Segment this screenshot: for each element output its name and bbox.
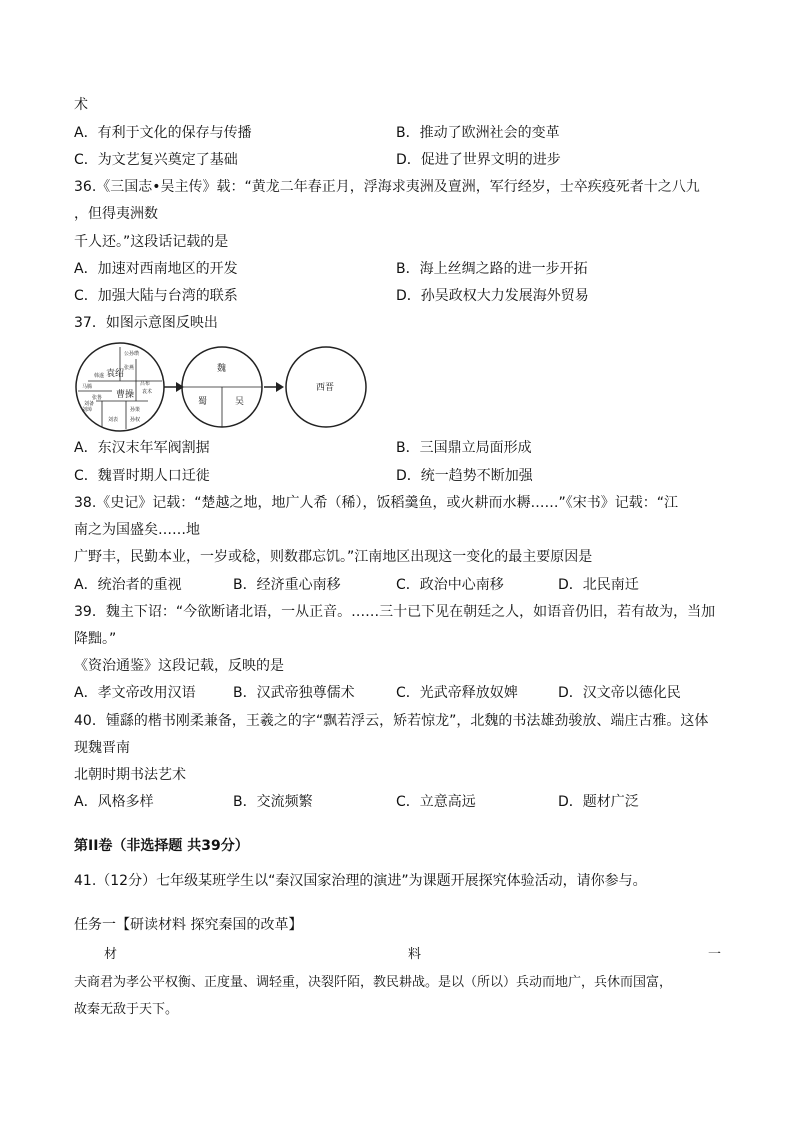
- warlord-label: 吕布: [140, 381, 151, 387]
- q39-stem-2: 降黜。”: [74, 631, 117, 647]
- q36-stem-1: 36.《三国志•吴主传》载：“黄龙二年春正月，浮海求夷洲及亶洲，军行经岁，士卒疾疫死者十之八九: [74, 179, 700, 195]
- q40-stem-2: 现魏晋南: [74, 740, 130, 756]
- q38-stem-3: 广野丰，民勤本业，一岁或稔，则数郡忘饥。”江南地区出现这一变化的最主要原因是: [74, 549, 593, 565]
- warlords-circle: [76, 343, 164, 431]
- western-jin-circle: [286, 347, 366, 427]
- q39-option-c: C．光武帝释放奴婢: [396, 685, 518, 701]
- warlord-label: 袁术: [142, 389, 153, 395]
- western-jin-label: 西晋: [316, 383, 335, 393]
- q36-option-c: C．加强大陆与台湾的联系: [74, 288, 238, 304]
- warlord-label: 张燕: [124, 365, 135, 371]
- q38-option-d: D．北民南迁: [558, 577, 639, 593]
- warlord-label: 公孙瓒: [124, 351, 140, 357]
- q41-stem: 41.（12分）七年级某班学生以“秦汉国家治理的演进”为课题开展探究体验活动，请你参与。: [74, 873, 647, 889]
- line-l0: 术: [74, 97, 88, 113]
- q36-option-d: D．孙吴政权大力发展海外贸易: [396, 288, 589, 304]
- q38-option-b: B．经济重心南移: [233, 577, 341, 593]
- q40-option-c: C．立意高远: [396, 794, 476, 810]
- arrow-right-icon: [264, 382, 284, 392]
- material-label-char: 一: [708, 947, 722, 962]
- wei-label: 魏: [217, 364, 227, 374]
- warlord-label: 刘璋: [82, 407, 93, 413]
- section-2-heading: 第II卷（非选择题 共39分）: [74, 838, 249, 854]
- arrow-right-icon: [164, 382, 184, 392]
- warlord-label: 刘备: [84, 401, 95, 407]
- wu-label: 吴: [235, 397, 245, 407]
- q36-stem-3: 千人还。”这段话记载的是: [74, 234, 229, 250]
- q40-option-b: B．交流频繁: [233, 794, 313, 810]
- q37-stem: 37．如图示意图反映出: [74, 315, 218, 331]
- q38-option-c: C．政治中心南移: [396, 577, 504, 593]
- q35-option-d: D．促进了世界文明的进步: [396, 152, 561, 168]
- q37-option-c: C．魏晋时期人口迁徙: [74, 468, 210, 484]
- warlord-label: 韩遂: [94, 373, 105, 379]
- q39-stem-3: 《资治通鉴》这段记载，反映的是: [74, 658, 284, 674]
- material-label-char: 材: [104, 947, 118, 962]
- q38-stem-2: 南之为国盛矣……地: [74, 522, 200, 538]
- warlord-label: 袁绍: [106, 369, 125, 379]
- q38-option-a: A．统治者的重视: [74, 577, 182, 593]
- warlord-label: 张鲁: [92, 395, 103, 401]
- warlord-label: 刘表: [108, 417, 119, 423]
- q35-option-c: C．为文艺复兴奠定了基础: [74, 152, 238, 168]
- q39-option-a: A．孝文帝改用汉语: [74, 685, 196, 701]
- q39-option-b: B．汉武帝独尊儒术: [233, 685, 355, 701]
- shu-label: 蜀: [198, 397, 208, 407]
- warlord-label: 孙策: [130, 407, 141, 413]
- q35-option-a: A．有利于文化的保存与传播: [74, 125, 252, 141]
- material-text-2: 故秦无敌于天下。: [74, 1002, 179, 1017]
- q37-option-d: D．统一趋势不断加强: [396, 468, 533, 484]
- q35-option-b: B．推动了欧洲社会的变革: [396, 125, 560, 141]
- q40-option-a: A．风格多样: [74, 794, 154, 810]
- warlord-label: 曹操: [116, 390, 135, 400]
- warlord-label: 孙权: [130, 417, 141, 423]
- q38-stem-1: 38.《史记》记载：“楚越之地，地广人希（稀），饭稻羹鱼，或火耕而水耨……”《宋书》记载：“江: [74, 495, 679, 511]
- q40-option-d: D．题材广泛: [558, 794, 639, 810]
- q36-stem-2: ，但得夷洲数: [74, 206, 158, 222]
- q40-stem-3: 北朝时期书法艺术: [74, 767, 186, 783]
- q37-option-b: B．三国鼎立局面形成: [396, 440, 532, 456]
- warlord-label: 马腾: [82, 384, 93, 390]
- three-kingdoms-circle: [182, 347, 262, 427]
- material-label-char: 料: [408, 947, 422, 962]
- three-kingdoms-diagram: [72, 341, 372, 433]
- q36-option-b: B．海上丝绸之路的进一步开拓: [396, 261, 588, 277]
- task-1-heading: 任务一【研读材料 探究秦国的改革】: [74, 917, 303, 933]
- q36-option-a: A．加速对西南地区的开发: [74, 261, 238, 277]
- q40-stem-1: 40．锺繇的楷书刚柔兼备，王羲之的字“飘若浮云，矫若惊龙”，北魏的书法雄劲骏放、端庄古雅。这体: [74, 713, 709, 729]
- q37-option-a: A．东汉末年军阀割据: [74, 440, 210, 456]
- q39-stem-1: 39．魏主下诏：“今欲断诸北语，一从正音。……三十已下见在朝廷之人，如语音仍旧，若有故为，当加: [74, 604, 716, 620]
- q39-option-d: D．汉文帝以德化民: [558, 685, 681, 701]
- material-text-1: 夫商君为孝公平权衡、正度量、调轻重，决裂阡陌，教民耕战。是以（所以）兵动而地广，兵休而国富，: [74, 975, 673, 990]
